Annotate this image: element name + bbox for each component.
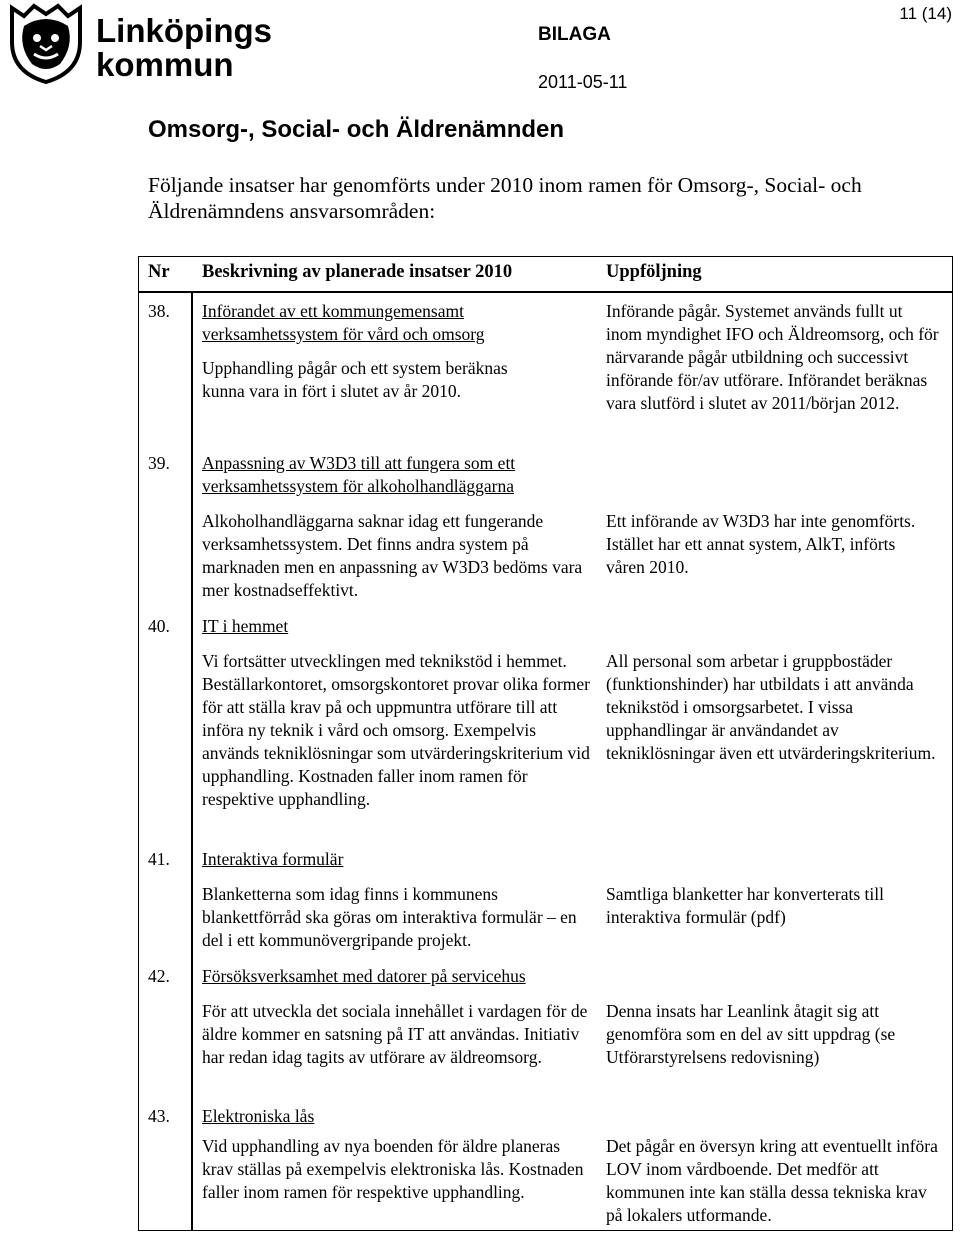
row-42-description: För att utveckla det sociala innehållet i vardagen för de äldre kommer en satsning på IT att användas. Initiativ har redan idag tagits av utförare av äldreomsorg. [202,1001,588,1067]
row-42-followup: Denna insats har Leanlink åtagit sig att genomföra som en del av sitt uppdrag (se Utförarstyrelsens redovisning) [606,1001,896,1067]
row-41-description: Blanketterna som idag finns i kommunens blankettförråd ska göras om interaktiva formulär – en del i ett kommunövergripande projekt. [202,884,577,950]
row-43-description: Vid upphandling av nya boenden för äldre planeras krav ställas på exempelvis elektroniska lås. Kostnaden faller inom ramen för respektive upphandling. [202,1136,584,1202]
row-39-followup: Ett införande av W3D3 har inte genomförts. Istället har ett annat system, AlkT, införts våren 2010. [606,511,916,577]
page-title: Omsorg-, Social- och Äldrenämnden [148,116,565,143]
row-43-nr: 43. [148,1106,170,1126]
row-41-followup: Samtliga blanketter har konverterats till interaktiva formulär (pdf) [606,884,884,927]
municipality-line2: kommun [96,46,234,83]
row-38-heading: Införandet av ett kommungemensamt verksamhetssystem för vård och omsorg [202,301,485,344]
municipality-line1: Linköpings [96,12,272,49]
row-40-heading: IT i hemmet [202,616,289,636]
municipality-name [96,14,272,82]
column-header-nr: Nr [148,262,170,282]
row-43-followup: Det pågår en översyn kring att eventuellt införa LOV inom vårdboende. Det medför att kommunen inte kan ställa dessa tekniska krav på lokalers utformande. [606,1136,938,1225]
row-42-heading: Försöksverksamhet med datorer på servicehus [202,966,526,986]
row-39-heading: Anpassning av W3D3 till att fungera som ett verksamhetssystem för alkoholhandläggarna [202,453,516,496]
column-header-followup: Uppföljning [606,262,702,282]
row-38-followup: Införande pågår. Systemet används fullt ut inom myndighet IFO och Äldreomsorg, och för närvarande pågår utbildning och successivt införande för/av utförare. Införandet beräknas vara slutförd i slutet av 2011/början 2012. [606,301,939,413]
row-39-nr: 39. [148,453,170,473]
document-date: 2011-05-11 [538,72,628,92]
column-header-description: Beskrivning av planerade insatser 2010 [202,262,513,282]
row-39-description: Alkoholhandläggarna saknar idag ett fungerande verksamhetssystem. Det finns andra system på marknaden men en anpassning av W3D3 bedöms vara mer kostnadseffektivt. [202,511,583,600]
attachment-label: BILAGA [538,24,611,45]
row-40-description: Vi fortsätter utvecklingen med teknikstöd i hemmet. Beställarkontoret, omsorgskontoret provar olika former för att ställa krav på och uppmuntra utförare till att införa ny teknik i vård och omsorg. Exempelvis används tekniklösningar som utvärderingskriterium vid upphandling. Kostnaden faller inom ramen för respektive upphandling. [202,651,590,809]
intro-paragraph: Följande insatser har genomförts under 2010 inom ramen för Omsorg-, Social- och Äldrenämndens ansvarsområden: [148,173,862,223]
row-41-nr: 41. [148,849,170,869]
lion-crest-logo-icon [4,2,88,86]
row-42-nr: 42. [148,966,170,986]
row-40-followup: All personal som arbetar i gruppbostäder (funktionshinder) har utbildats i att använda teknikstöd i omsorgsarbetet. I vissa upphandlingar är användandet av tekniklösningar även ett utvärderingskriterium. [606,651,936,763]
row-43-heading: Elektroniska lås [202,1106,315,1126]
row-38-description: Upphandling pågår och ett system beräknas kunna vara in fört i slutet av år 2010. [202,358,508,401]
column-divider [191,291,193,1231]
page-number: 11 (14) [899,4,952,23]
row-41-heading: Interaktiva formulär [202,849,344,869]
row-38-nr: 38. [148,301,170,321]
row-40-nr: 40. [148,616,170,636]
header-divider [138,291,953,293]
